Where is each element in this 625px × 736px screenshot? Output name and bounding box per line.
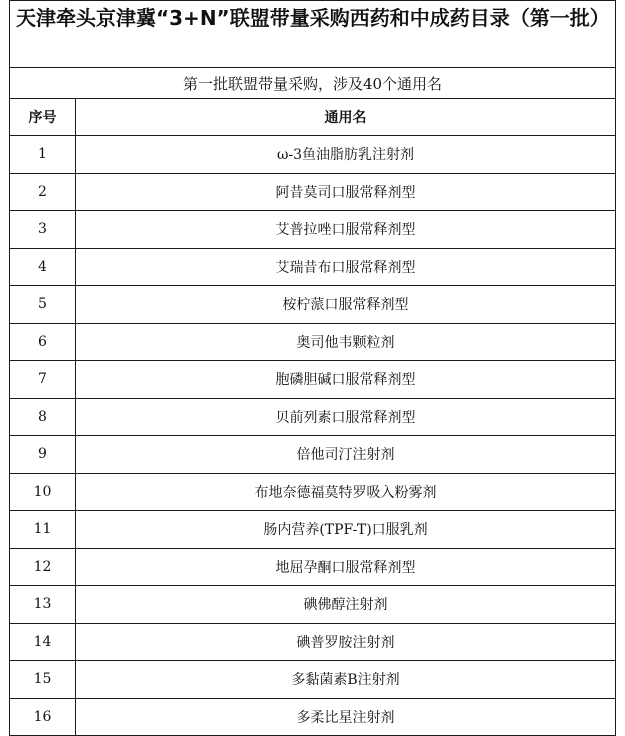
row-number: 9 <box>10 436 76 474</box>
drug-name: 艾瑞昔布口服常释剂型 <box>76 248 616 286</box>
drug-name: 碘佛醇注射剂 <box>76 586 616 624</box>
row-number: 5 <box>10 286 76 324</box>
row-number: 16 <box>10 698 76 736</box>
drug-name: 地屈孕酮口服常释剂型 <box>76 548 616 586</box>
header-row <box>10 99 616 136</box>
row-number: 11 <box>10 511 76 549</box>
table-row <box>10 586 616 624</box>
table-row <box>10 511 616 549</box>
row-number: 3 <box>10 211 76 249</box>
subtitle-row <box>10 68 616 99</box>
drug-name: 艾普拉唑口服常释剂型 <box>76 211 616 249</box>
table-row <box>10 661 616 699</box>
drug-name: 胞磷胆碱口服常释剂型 <box>76 361 616 399</box>
table-row <box>10 436 616 474</box>
row-number: 1 <box>10 136 76 174</box>
drug-name: 碘普罗胺注射剂 <box>76 623 616 661</box>
drug-name: 多柔比星注射剂 <box>76 698 616 736</box>
table-row <box>10 323 616 361</box>
document-subtitle: 第一批联盟带量采购，涉及40个通用名 <box>10 68 616 99</box>
drug-name: 桉柠蒎口服常释剂型 <box>76 286 616 324</box>
table-row <box>10 173 616 211</box>
table-row <box>10 548 616 586</box>
drug-name: 奥司他韦颗粒剂 <box>76 323 616 361</box>
table-row <box>10 136 616 174</box>
title-row <box>10 1 616 68</box>
drug-name: 多黏菌素B注射剂 <box>76 661 616 699</box>
drug-list-table <box>9 0 616 736</box>
document-title: 天津牵头京津冀“3+N”联盟带量采购西药和中成药目录（第一批） <box>10 1 616 68</box>
table-row <box>10 361 616 399</box>
drug-name: 布地奈德福莫特罗吸入粉雾剂 <box>76 473 616 511</box>
table-row <box>10 398 616 436</box>
column-header-name: 通用名 <box>76 99 616 136</box>
row-number: 10 <box>10 473 76 511</box>
table-row <box>10 211 616 249</box>
row-number: 4 <box>10 248 76 286</box>
row-number: 7 <box>10 361 76 399</box>
row-number: 12 <box>10 548 76 586</box>
table-row <box>10 473 616 511</box>
row-number: 6 <box>10 323 76 361</box>
column-header-number: 序号 <box>10 99 76 136</box>
drug-name: ω-3鱼油脂肪乳注射剂 <box>76 136 616 174</box>
table-row <box>10 248 616 286</box>
row-number: 15 <box>10 661 76 699</box>
row-number: 13 <box>10 586 76 624</box>
row-number: 8 <box>10 398 76 436</box>
row-number: 14 <box>10 623 76 661</box>
table-row <box>10 698 616 736</box>
row-number: 2 <box>10 173 76 211</box>
drug-name: 肠内营养(TPF-T)口服乳剂 <box>76 511 616 549</box>
table-row <box>10 623 616 661</box>
drug-name: 阿昔莫司口服常释剂型 <box>76 173 616 211</box>
drug-name: 倍他司汀注射剂 <box>76 436 616 474</box>
table-row <box>10 286 616 324</box>
drug-name: 贝前列素口服常释剂型 <box>76 398 616 436</box>
